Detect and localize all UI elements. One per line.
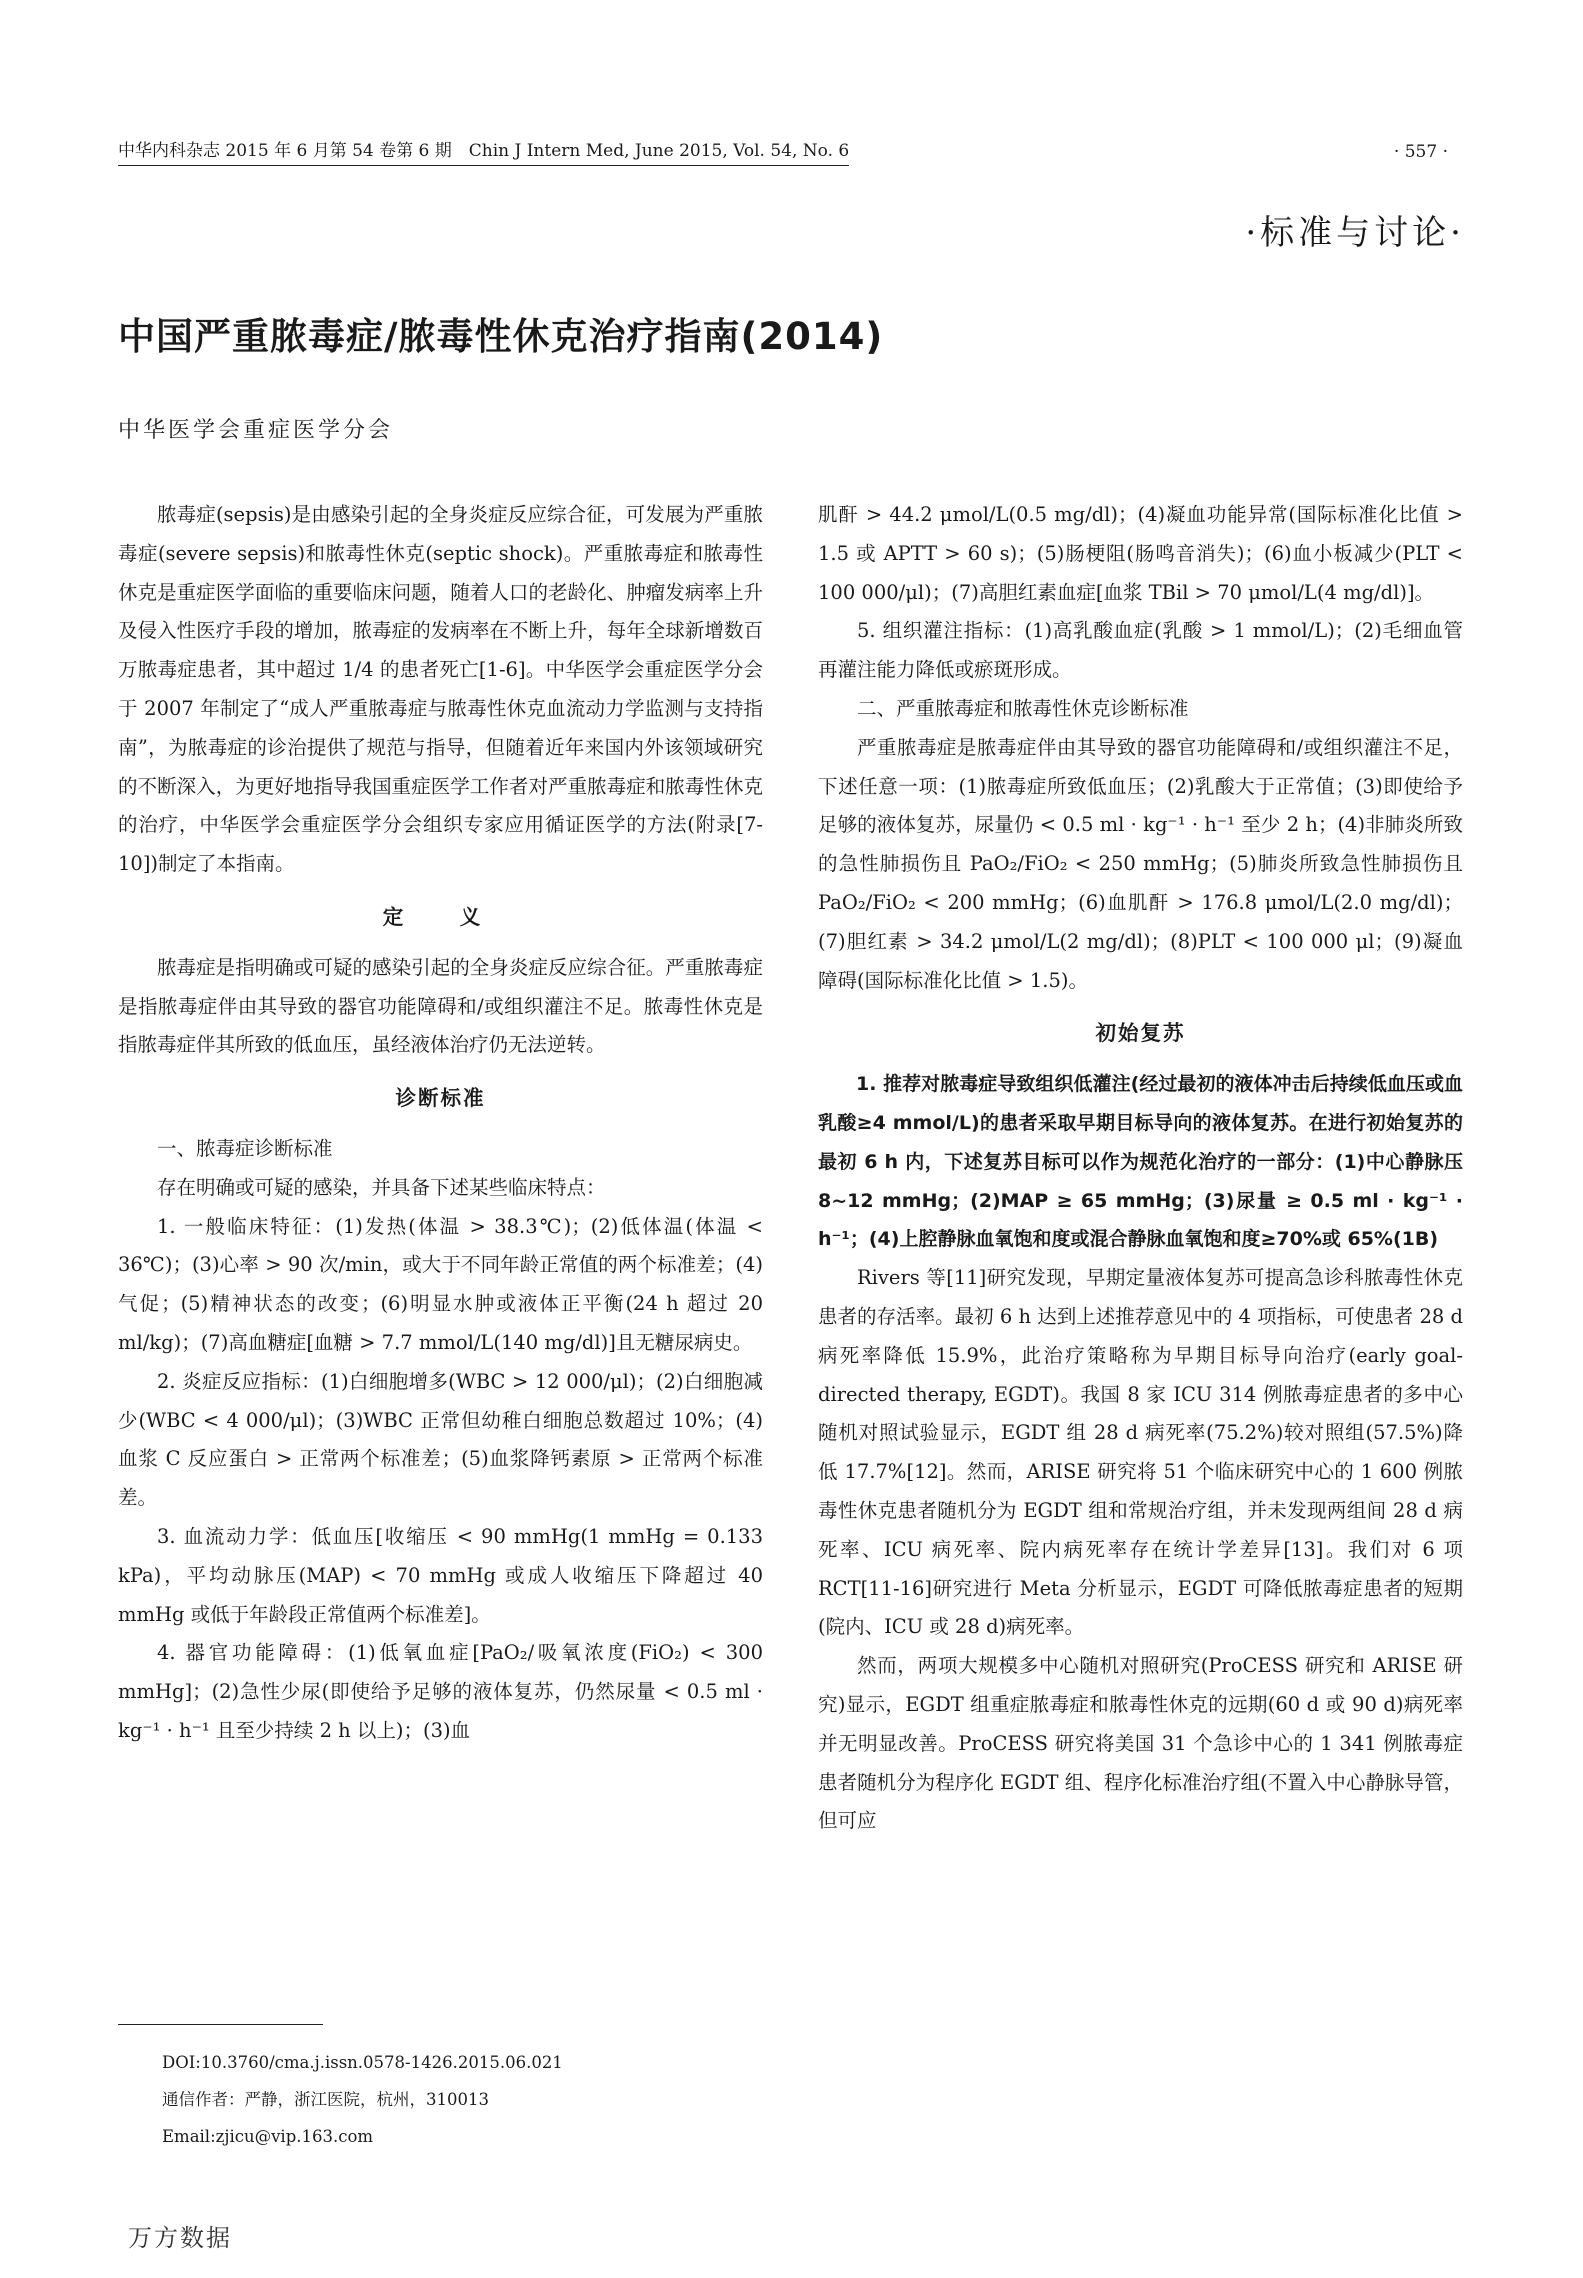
intro-paragraph: 脓毒症(sepsis)是由感染引起的全身炎症反应综合征，可发展为严重脓毒症(severe sepsis)和脓毒性休克(septic shock)。严重脓毒症和脓毒性休克是重症医学面临的重要临床问题，随着人口的老龄化、肿瘤发病率上升及侵入性医疗手段的增加，脓毒症的发病率在不断上升，每年全球新增数百万脓毒症患者，其中超过 1/4 的患者死亡[1-6]。中华医学会重症医学分会于 2007 年制定了“成人严重脓毒症与脓毒性休克血流动力学监测与支持指南”，为脓毒症的诊治提供了规范与指导，但随着近年来国内外该领域研究的不断深入，为更好地指导我国重症医学工作者对严重脓毒症和脓毒性休克的治疗，中华医学会重症医学分会组织专家应用循证医学的方法(附录[7-10])制定了本指南。 xyxy=(118,503,763,876)
journal-citation: 中华内科杂志 2015 年 6 月第 54 卷第 6 期 Chin J Intern Med, June 2015, Vol. 54, No. 6 xyxy=(118,137,849,166)
left-column xyxy=(118,496,763,1751)
page-number: · 557 · xyxy=(1393,142,1448,162)
subsection-heading: 二、严重脓毒症和脓毒性休克诊断标准 xyxy=(857,696,1189,720)
doi-line: DOI:10.3760/cma.j.issn.0578-1426.2015.06.021 xyxy=(162,2053,563,2072)
email-line: Email:zjicu@vip.163.com xyxy=(162,2127,374,2146)
recommendation-paragraph: 1. 推荐对脓毒症导致组织低灌注(经过最初的液体冲击后持续低血压或血乳酸≥4 mmol/L)的患者采取早期目标导向的液体复苏。在进行初始复苏的最初 6 h 内，下述复苏目标可以作为规范化治疗的一部分：(1)中心静脉压 8~12 mmHg；(2)MAP ≥ 65 mmHg；(3)尿量 ≥ 0.5 ml · kg⁻¹ · h⁻¹；(4)上腔静脉血氧饱和度或混合静脉血氧饱和度≥70%或 65%(1B) xyxy=(818,1073,1463,1251)
body-paragraph: 1. 一般临床特征：(1)发热(体温 > 38.3℃)；(2)低体温(体温 < 36℃)；(3)心率 > 90 次/min，或大于不同年龄正常值的两个标准差；(4)气促；(5)精神状态的改变；(6)明显水肿或液体正平衡(24 h 超过 20 ml/kg)；(7)高血糖症[血糖 > 7.7 mmol/L(140 mg/dl)]且无糖尿病史。 xyxy=(118,1214,763,1354)
section-heading-resuscitation: 初始复苏 xyxy=(1095,1021,1186,1046)
body-paragraph: 严重脓毒症是脓毒症伴由其导致的器官功能障碍和/或组织灌注不足，下述任意一项：(1)脓毒症所致低血压；(2)乳酸大于正常值；(3)即使给予足够的液体复苏，尿量仍 < 0.5 ml · kg⁻¹ · h⁻¹ 至少 2 h；(4)非肺炎所致的急性肺损伤且 PaO₂/FiO₂ < 250 mmHg；(5)肺炎所致急性肺损伤且 PaO₂/FiO₂ < 200 mmHg；(6)血肌酐 > 176.8 μmol/L(2.0 mg/dl)；(7)胆红素 > 34.2 μmol/L(2 mg/dl)；(8)PLT < 100 000 μl；(9)凝血障碍(国际标准化比值 > 1.5)。 xyxy=(818,735,1463,992)
body-paragraph: 2. 炎症反应指标：(1)白细胞增多(WBC > 12 000/μl)；(2)白细胞减少(WBC < 4 000/μl)；(3)WBC 正常但幼稚白细胞总数超过 10%；(4)血浆 C 反应蛋白 > 正常两个标准差；(5)血浆降钙素原 > 正常两个标准差。 xyxy=(118,1369,763,1510)
body-paragraph: 然而，两项大规模多中心随机对照研究(ProCESS 研究和 ARISE 研究)显示，EGDT 组重症脓毒症和脓毒性休克的远期(60 d 或 90 d)病死率并无明显改善。ProCESS 研究将美国 31 个急诊中心的 1 341 例脓毒症患者随机分为程序化 EGDT 组、程序化标准治疗组(不置入中心静脉导管，但可应 xyxy=(818,1654,1463,1833)
body-paragraph: 5. 组织灌注指标：(1)高乳酸血症(乳酸 > 1 mmol/L)；(2)毛细血管再灌注能力降低或瘀斑形成。 xyxy=(818,619,1463,682)
running-header xyxy=(118,137,1448,167)
footnote-rule xyxy=(118,2024,323,2025)
body-paragraph: 4. 器官功能障碍：(1)低氧血症[PaO₂/吸氧浓度(FiO₂) < 300 mmHg]；(2)急性少尿(即使给予足够的液体复苏，仍然尿量 < 0.5 ml · kg⁻¹ · h⁻¹ 且至少持续 2 h 以上)；(3)血 xyxy=(118,1641,763,1742)
body-paragraph: Rivers 等[11]研究发现，早期定量液体复苏可提高急诊科脓毒性休克患者的存活率。最初 6 h 达到上述推荐意见中的 4 项指标，可使患者 28 d 病死率降低 15.9%，此治疗策略称为早期目标导向治疗(early goal-directed therapy, EGDT)。我国 8 家 ICU 314 例脓毒症患者的多中心随机对照试验显示，EGDT 组 28 d 病死率(75.2%)较对照组(57.5%)降低 17.7%[12]。然而，ARISE 研究将 51 个临床研究中心的 1 600 例脓毒性休克患者随机分为 EGDT 组和常规治疗组，并未发现两组间 28 d 病死率、ICU 病死率、院内病死率存在统计学差异[13]。我们对 6 项 RCT[11-16]研究进行 Meta 分析显示，EGDT 可降低脓毒症患者的短期(院内、ICU 或 28 d)病死率。 xyxy=(818,1266,1463,1639)
footnotes xyxy=(162,2044,563,2155)
corresponding-author-line: 通信作者：严静，浙江医院，杭州，310013 xyxy=(162,2090,489,2109)
watermark: 万方数据 xyxy=(128,2224,232,2252)
section-heading-definition: 定 义 xyxy=(382,904,499,929)
right-column xyxy=(818,496,1463,1841)
section-heading-diagnosis: 诊断标准 xyxy=(395,1086,486,1111)
body-paragraph: 肌酐 > 44.2 μmol/L(0.5 mg/dl)；(4)凝血功能异常(国际标准化比值 > 1.5 或 APTT > 60 s)；(5)肠梗阻(肠鸣音消失)；(6)血小板减少(PLT < 100 000/μl)；(7)高胆红素血症[血浆 TBil > 70 μmol/L(4 mg/dl)]。 xyxy=(818,503,1463,604)
column-label: ·标准与讨论· xyxy=(1245,213,1465,253)
article-title: 中国严重脓毒症/脓毒性休克治疗指南(2014) xyxy=(118,315,884,358)
body-paragraph: 存在明确或可疑的感染，并具备下述某些临床特点： xyxy=(157,1175,606,1199)
body-paragraph: 3. 血流动力学：低血压[收缩压 < 90 mmHg(1 mmHg = 0.133 kPa)，平均动脉压(MAP) < 70 mmHg 或成人收缩压下降超过 40 mmHg 或低于年龄段正常值两个标准差]。 xyxy=(118,1524,763,1626)
author-line: 中华医学会重症医学分会 xyxy=(118,418,394,443)
subsection-heading: 一、脓毒症诊断标准 xyxy=(157,1136,333,1160)
definition-paragraph: 脓毒症是指明确或可疑的感染引起的全身炎症反应综合征。严重脓毒症是指脓毒症伴由其导致的器官功能障碍和/或组织灌注不足。脓毒性休克是指脓毒症伴其所致的低血压，虽经液体治疗仍无法逆转。 xyxy=(118,955,763,1057)
